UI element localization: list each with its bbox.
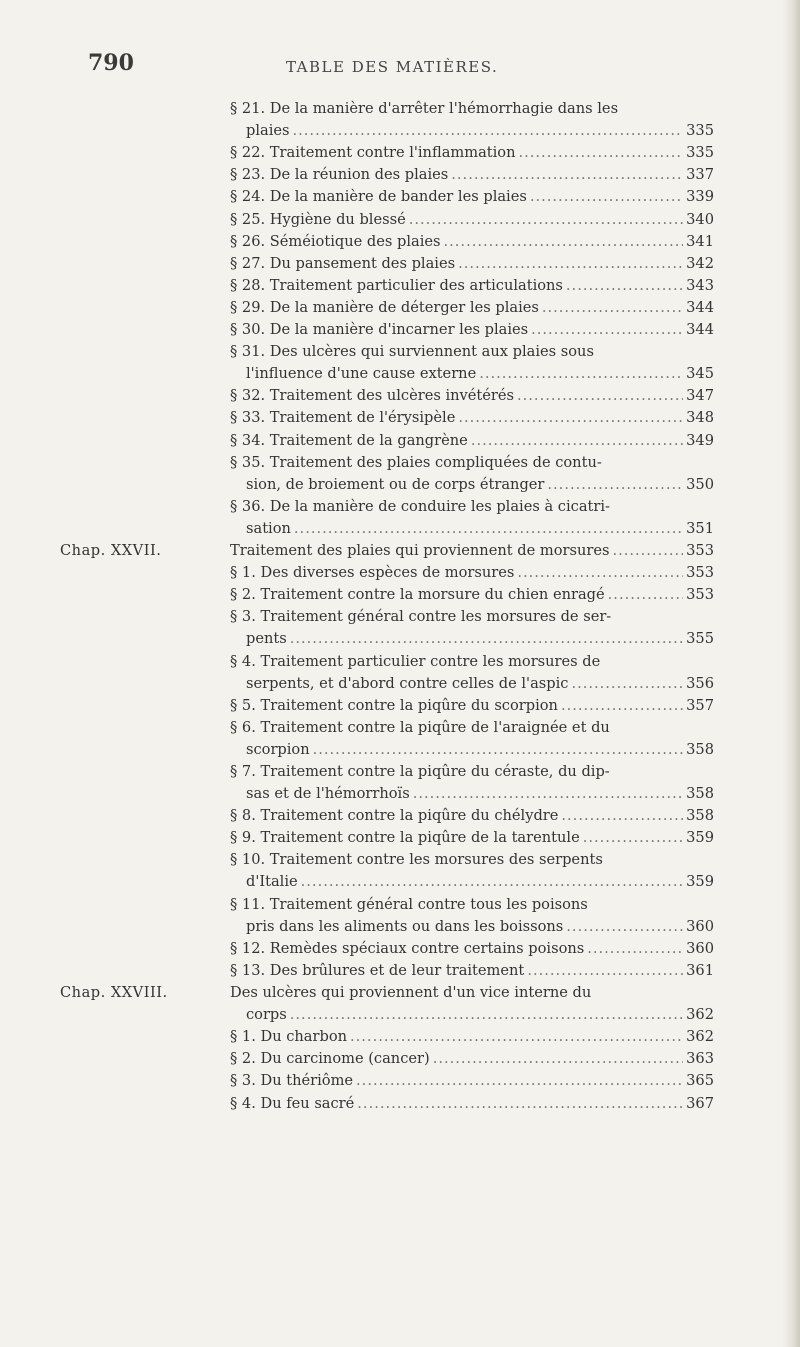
toc-entry — [230, 164, 714, 186]
page-ref: 356 — [686, 674, 714, 692]
page-ref: 358 — [686, 740, 714, 758]
dot-leader — [561, 805, 683, 827]
page-ref: 365 — [686, 1072, 714, 1090]
toc-text: § 1. Du charbon — [230, 1028, 348, 1046]
toc-entry — [230, 209, 714, 231]
page-edge-shadow — [782, 0, 800, 1347]
toc-entry — [230, 894, 714, 938]
dot-leader — [451, 164, 683, 186]
chapter-label: Chap. XXVIII. — [60, 984, 168, 1001]
page-ref: 353 — [686, 564, 714, 582]
toc-line — [230, 253, 714, 275]
toc-text: plaies — [246, 122, 290, 139]
toc-line — [230, 1070, 714, 1092]
toc-line — [230, 606, 714, 628]
toc-text: § 13. Des brûlures et de leur traitement — [230, 961, 525, 979]
dot-leader — [313, 739, 684, 761]
toc-text: § 33. Traitement de l'érysipèle — [230, 409, 456, 427]
toc-text: § 28. Traitement particulier des articulations — [230, 276, 563, 294]
dot-leader — [444, 231, 684, 253]
dot-leader — [471, 430, 683, 452]
toc-entry — [230, 849, 714, 893]
page-ref: 339 — [686, 188, 714, 206]
toc-text: § 26. Séméiotique des plaies — [230, 232, 441, 250]
toc-text: sas et de l'hémorrhoïs — [246, 785, 410, 802]
toc-line — [230, 120, 714, 142]
dot-leader — [479, 363, 683, 385]
dot-leader — [517, 385, 683, 407]
toc-entry — [230, 253, 714, 275]
page-ref: 360 — [686, 917, 714, 935]
toc-text: § 21. De la manière d'arrêter l'hémorrhagie dans les — [230, 100, 619, 117]
toc-text: § 7. Traitement contre la piqûre du céraste, du dip- — [230, 763, 610, 780]
toc-text: § 27. Du pansement des plaies — [230, 254, 456, 272]
toc-line — [230, 849, 714, 871]
dot-leader — [433, 1048, 683, 1070]
page-ref: 342 — [686, 254, 714, 272]
dot-leader — [571, 673, 683, 695]
toc-line — [230, 231, 714, 253]
toc-entry — [230, 761, 714, 805]
toc-text: pents — [246, 630, 287, 648]
page-ref: 362 — [686, 1006, 714, 1023]
dot-leader — [409, 209, 683, 231]
toc-entry — [230, 319, 714, 341]
toc-entry — [230, 1093, 714, 1115]
toc-line — [230, 319, 714, 341]
dot-leader — [517, 562, 683, 584]
toc-line — [230, 142, 714, 164]
dot-leader — [519, 142, 684, 164]
toc-entry — [230, 142, 714, 164]
running-header: TABLE DES MATIÈRES. — [286, 58, 499, 76]
page-ref: 349 — [686, 431, 714, 449]
page-ref: 367 — [686, 1094, 714, 1112]
dot-leader — [350, 1026, 683, 1048]
toc-line — [230, 871, 714, 893]
toc-line — [230, 562, 714, 584]
toc-line — [230, 1048, 714, 1070]
toc-entry — [230, 606, 714, 650]
page-ref: 358 — [686, 785, 714, 802]
page-ref: 351 — [686, 519, 714, 537]
toc-entry — [230, 960, 714, 982]
toc-line — [230, 805, 714, 827]
page-ref: 348 — [686, 409, 714, 427]
toc-line — [230, 430, 714, 452]
page-ref: 359 — [686, 873, 714, 891]
page-ref: 362 — [686, 1028, 714, 1046]
toc-text: § 8. Traitement contre la piqûre du chélydre — [230, 807, 559, 825]
toc-text: § 3. Traitement général contre les morsures de ser- — [230, 608, 612, 626]
chapter-label: Chap. XXVII. — [60, 542, 162, 559]
toc-entry — [230, 98, 714, 142]
toc-entry — [230, 938, 714, 960]
toc-text: § 35. Traitement des plaies compliquées de contu- — [230, 453, 602, 471]
page-ref: 344 — [686, 298, 714, 316]
toc-text: § 6. Traitement contre la piqûre de l'araignée et du — [230, 718, 610, 736]
toc-line — [230, 452, 714, 474]
toc-line — [230, 1004, 714, 1026]
toc-text: § 2. Traitement contre la morsure du chien enragé — [230, 586, 605, 604]
toc-text: d'Italie — [246, 873, 298, 891]
toc-text: § 31. Des ulcères qui surviennent aux plaies sous — [230, 343, 594, 361]
page-ref: 335 — [686, 122, 714, 139]
toc-entry — [230, 496, 714, 540]
dot-leader — [531, 319, 683, 341]
dot-leader — [547, 474, 683, 496]
toc-line — [230, 1093, 714, 1115]
page-ref: 345 — [686, 365, 714, 383]
toc-entry — [230, 1048, 714, 1070]
page-ref: 363 — [686, 1050, 714, 1068]
dot-leader — [413, 783, 683, 805]
page-ref: 340 — [686, 210, 714, 228]
page-ref: 355 — [686, 630, 714, 648]
toc-text: § 9. Traitement contre la piqûre de la tarentule — [230, 829, 580, 847]
toc-line — [230, 474, 714, 496]
toc-entry — [230, 231, 714, 253]
toc-entry — [230, 540, 714, 562]
toc-entry — [230, 584, 714, 606]
toc-line — [230, 673, 714, 695]
toc-line — [230, 960, 714, 982]
page-ref: 343 — [686, 276, 714, 294]
toc-text: l'influence d'une cause externe — [246, 365, 477, 383]
toc-line — [230, 518, 714, 540]
toc-line — [230, 496, 714, 518]
page-ref: 358 — [686, 807, 714, 825]
dot-leader — [301, 871, 683, 893]
toc-line — [230, 916, 714, 938]
toc-text: § 5. Traitement contre la piqûre du scorpion — [230, 696, 558, 714]
dot-leader — [458, 407, 683, 429]
toc-text: sion, de broiement ou de corps étranger — [246, 475, 545, 493]
toc-text: Des ulcères qui proviennent d'un vice interne du — [230, 984, 592, 1001]
toc-text: § 36. De la manière de conduire les plaies à cicatri- — [230, 497, 610, 515]
toc-text: pris dans les aliments ou dans les boissons — [246, 917, 564, 935]
dot-leader — [357, 1093, 683, 1115]
toc-entry — [230, 805, 714, 827]
dot-leader — [566, 916, 683, 938]
dot-leader — [293, 120, 684, 142]
toc-entry — [230, 695, 714, 717]
toc-entry — [230, 341, 714, 385]
toc-text: sation — [246, 519, 291, 537]
toc-text: corps — [246, 1006, 287, 1023]
toc-line — [230, 363, 714, 385]
toc-text: § 32. Traitement des ulcères invétérés — [230, 387, 515, 405]
toc-line — [230, 209, 714, 231]
toc-line — [230, 982, 714, 1004]
toc-text: § 12. Remèdes spéciaux contre certains poisons — [230, 939, 585, 957]
toc-line — [230, 628, 714, 650]
toc-entry — [230, 1070, 714, 1092]
toc-line — [230, 341, 714, 363]
toc-line — [230, 275, 714, 297]
page-ref: 344 — [686, 321, 714, 338]
toc-line — [230, 827, 714, 849]
dot-leader — [356, 1070, 683, 1092]
toc-text: § 25. Hygiène du blessé — [230, 210, 406, 228]
dot-leader — [527, 960, 683, 982]
toc-line — [230, 717, 714, 739]
page-ref: 353 — [686, 542, 714, 559]
toc-line — [230, 407, 714, 429]
dot-leader — [458, 253, 683, 275]
toc-text: § 34. Traitement de la gangrène — [230, 431, 468, 449]
page-ref: 337 — [686, 166, 714, 184]
toc-line — [230, 894, 714, 916]
toc-line — [230, 651, 714, 673]
toc-text: § 1. Des diverses espèces de morsures — [230, 564, 515, 582]
toc-entry — [230, 275, 714, 297]
toc-entry — [230, 982, 714, 1026]
toc-text: § 10. Traitement contre les morsures des serpents — [230, 851, 603, 869]
toc-line — [230, 540, 714, 562]
dot-leader — [587, 938, 683, 960]
toc-entry — [230, 452, 714, 496]
page-ref: 353 — [686, 586, 714, 604]
toc-line — [230, 164, 714, 186]
toc-entry — [230, 297, 714, 319]
dot-leader — [608, 584, 683, 606]
toc-text: § 3. Du thériôme — [230, 1072, 354, 1090]
toc-text: § 11. Traitement général contre tous les poisons — [230, 895, 588, 913]
toc-line — [230, 297, 714, 319]
toc-entry — [230, 651, 714, 695]
page-ref: 360 — [686, 939, 714, 957]
toc-text: scorpion — [246, 740, 310, 758]
toc-text: § 4. Du feu sacré — [230, 1094, 355, 1112]
toc-line — [230, 938, 714, 960]
toc-entry — [230, 430, 714, 452]
toc-text: § 22. Traitement contre l'inflammation — [230, 144, 516, 162]
toc-entry — [230, 717, 714, 761]
toc-line — [230, 385, 714, 407]
toc-text: Traitement des plaies qui proviennent de morsures — [230, 542, 610, 559]
page-ref: 341 — [686, 232, 714, 250]
page-ref: 347 — [686, 387, 714, 405]
toc-line — [230, 98, 714, 120]
page-ref: 335 — [686, 144, 714, 162]
page-ref: 350 — [686, 475, 714, 493]
dot-leader — [290, 628, 683, 650]
toc-line — [230, 783, 714, 805]
toc-entry — [230, 562, 714, 584]
toc-text: § 29. De la manière de déterger les plaies — [230, 298, 539, 316]
toc-entry — [230, 1026, 714, 1048]
toc-line — [230, 584, 714, 606]
toc-entry — [230, 827, 714, 849]
toc-line — [230, 761, 714, 783]
toc-line — [230, 186, 714, 208]
dot-leader — [583, 827, 683, 849]
toc-line — [230, 1026, 714, 1048]
toc-text: § 4. Traitement particulier contre les morsures de — [230, 652, 601, 670]
toc-entry — [230, 186, 714, 208]
dot-leader — [566, 275, 683, 297]
dot-leader — [542, 297, 683, 319]
page-ref: 359 — [686, 829, 714, 847]
dot-leader — [561, 695, 683, 717]
toc-line — [230, 695, 714, 717]
toc-text: § 23. De la réunion des plaies — [230, 166, 449, 184]
dot-leader — [290, 1004, 683, 1026]
page-ref: 357 — [686, 696, 714, 714]
toc-entry — [230, 385, 714, 407]
toc-text: serpents, et d'abord contre celles de l'aspic — [246, 674, 569, 692]
toc-entry — [230, 407, 714, 429]
toc-text: § 24. De la manière de bander les plaies — [230, 188, 527, 206]
page-number: 790 — [88, 50, 134, 76]
dot-leader — [612, 540, 683, 562]
dot-leader — [294, 518, 683, 540]
toc-text: § 30. De la manière d'incarner les plaies — [230, 321, 529, 338]
dot-leader — [530, 186, 683, 208]
toc-text: § 2. Du carcinome (cancer) — [230, 1050, 430, 1068]
page-ref: 361 — [686, 961, 714, 979]
toc-line — [230, 739, 714, 761]
